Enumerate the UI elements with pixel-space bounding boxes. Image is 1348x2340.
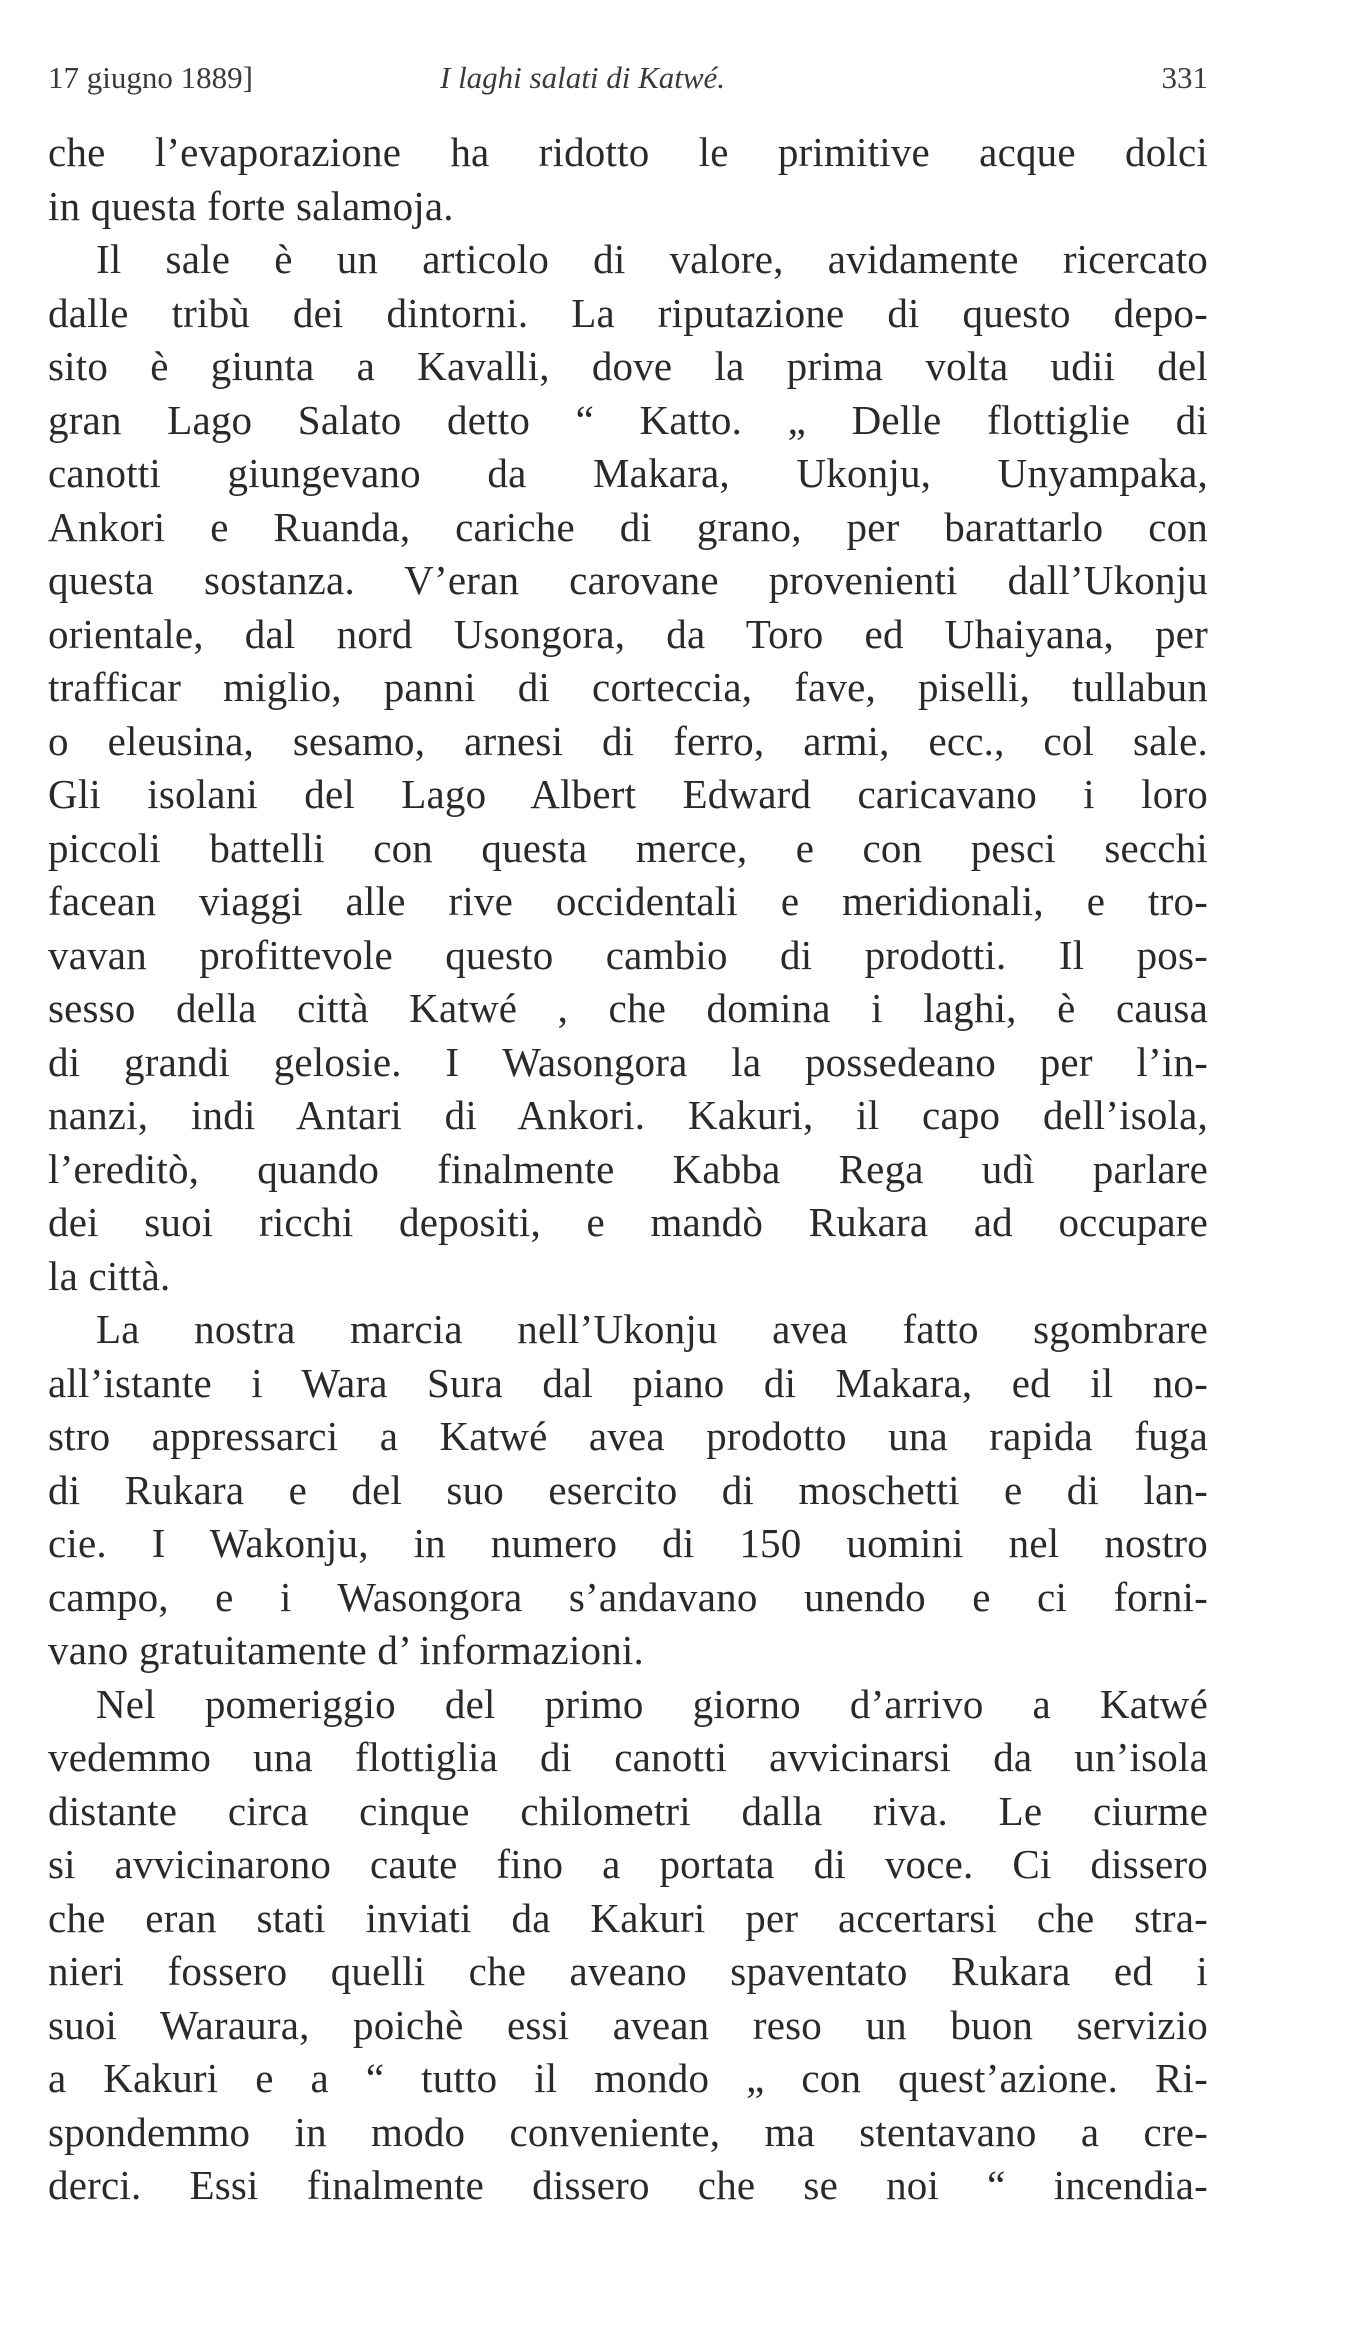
text-line: vavan profittevole questo cambio di prodotti. Il pos- (48, 931, 1208, 978)
text-line: che l’evaporazione ha ridotto le primitive acque dolci (48, 129, 1208, 175)
text-line: trafficar miglio, panni di corteccia, fave, piselli, tullabun (48, 664, 1208, 710)
running-head (48, 60, 1208, 104)
text-line: in questa forte salamoja. (48, 182, 454, 229)
text-line: vano gratuitamente d’ informazioni. (48, 1627, 644, 1673)
running-head-title: I laghi salati di Katwé. (440, 60, 726, 95)
text-line: l’ereditò, quando finalmente Kabba Rega udì parlare (48, 1145, 1208, 1192)
text-line: cie. I Wakonju, in numero di 150 uomini nel nostro (48, 1520, 1208, 1566)
text-line: Il sale è un articolo di valore, avidamente ricercato (96, 236, 1208, 282)
text-line: sesso della città Katwé , che domina i laghi, è causa (48, 985, 1208, 1031)
text-line: di grandi gelosie. I Wasongora la possedeano per l’in- (48, 1038, 1208, 1085)
text-line: nieri fossero quelli che aveano spaventato Rukara ed i (48, 1948, 1208, 1994)
text-line: che eran stati inviati da Kakuri per accertarsi che stra- (48, 1894, 1208, 1941)
text-line: facean viaggi alle rive occidentali e meridionali, e tro- (48, 878, 1208, 924)
text-line: distante circa cinque chilometri dalla riva. Le ciurme (48, 1787, 1208, 1834)
text-line: la città. (48, 1252, 171, 1299)
text-line: La nostra marcia nell’Ukonju avea fatto sgombrare (96, 1306, 1208, 1352)
text-line: spondemmo in modo conveniente, ma stentavano a cre- (48, 2108, 1208, 2155)
text-line: orientale, dal nord Usongora, da Toro ed Uhaiyana, per (48, 610, 1208, 657)
running-head-date: 17 giugno 1889] (48, 60, 253, 95)
text-line: si avvicinarono caute fino a portata di voce. Ci dissero (48, 1841, 1208, 1887)
text-line: campo, e i Wasongora s’andavano unendo e ci forni- (48, 1573, 1208, 1620)
text-line: o eleusina, sesamo, arnesi di ferro, armi, ecc., col sale. (48, 717, 1208, 764)
text-line: a Kakuri e a “ tutto il mondo „ con quest’azione. Ri- (48, 2055, 1208, 2101)
text-line: nanzi, indi Antari di Ankori. Kakuri, il capo dell’isola, (48, 1092, 1208, 1138)
text-line: piccoli battelli con questa merce, e con pesci secchi (48, 824, 1208, 871)
text-line: vedemmo una flottiglia di canotti avvicinarsi da un’isola (48, 1734, 1208, 1780)
text-line: sito è giunta a Kavalli, dove la prima volta udii del (48, 343, 1208, 389)
text-line: di Rukara e del suo esercito di moschetti e di lan- (48, 1466, 1208, 1513)
text-line: stro appressarci a Katwé avea prodotto una rapida fuga (48, 1413, 1208, 1459)
page-number: 331 (1161, 60, 1208, 95)
text-line: Gli isolani del Lago Albert Edward caricavano i loro (48, 771, 1208, 817)
text-line: derci. Essi finalmente dissero che se noi “ incendia- (48, 2162, 1208, 2208)
text-line: suoi Waraura, poichè essi avean reso un buon servizio (48, 2001, 1208, 2048)
text-line: Ankori e Ruanda, cariche di grano, per barattarlo con (48, 503, 1208, 550)
text-line: dalle tribù dei dintorni. La riputazione di questo depo- (48, 289, 1208, 336)
text-line: dei suoi ricchi depositi, e mandò Rukara ad occupare (48, 1199, 1208, 1245)
text-line: questa sostanza. V’eran carovane provenienti dall’Ukonju (48, 557, 1208, 603)
text-line: gran Lago Salato detto “ Katto. „ Delle flottiglie di (48, 396, 1208, 443)
body-text (48, 126, 1208, 2213)
text-line: all’istante i Wara Sura dal piano di Makara, ed il no- (48, 1359, 1208, 1406)
text-line: canotti giungevano da Makara, Ukonju, Unyampaka, (48, 450, 1208, 496)
text-line: Nel pomeriggio del primo giorno d’arrivo a Katwé (96, 1680, 1208, 1727)
